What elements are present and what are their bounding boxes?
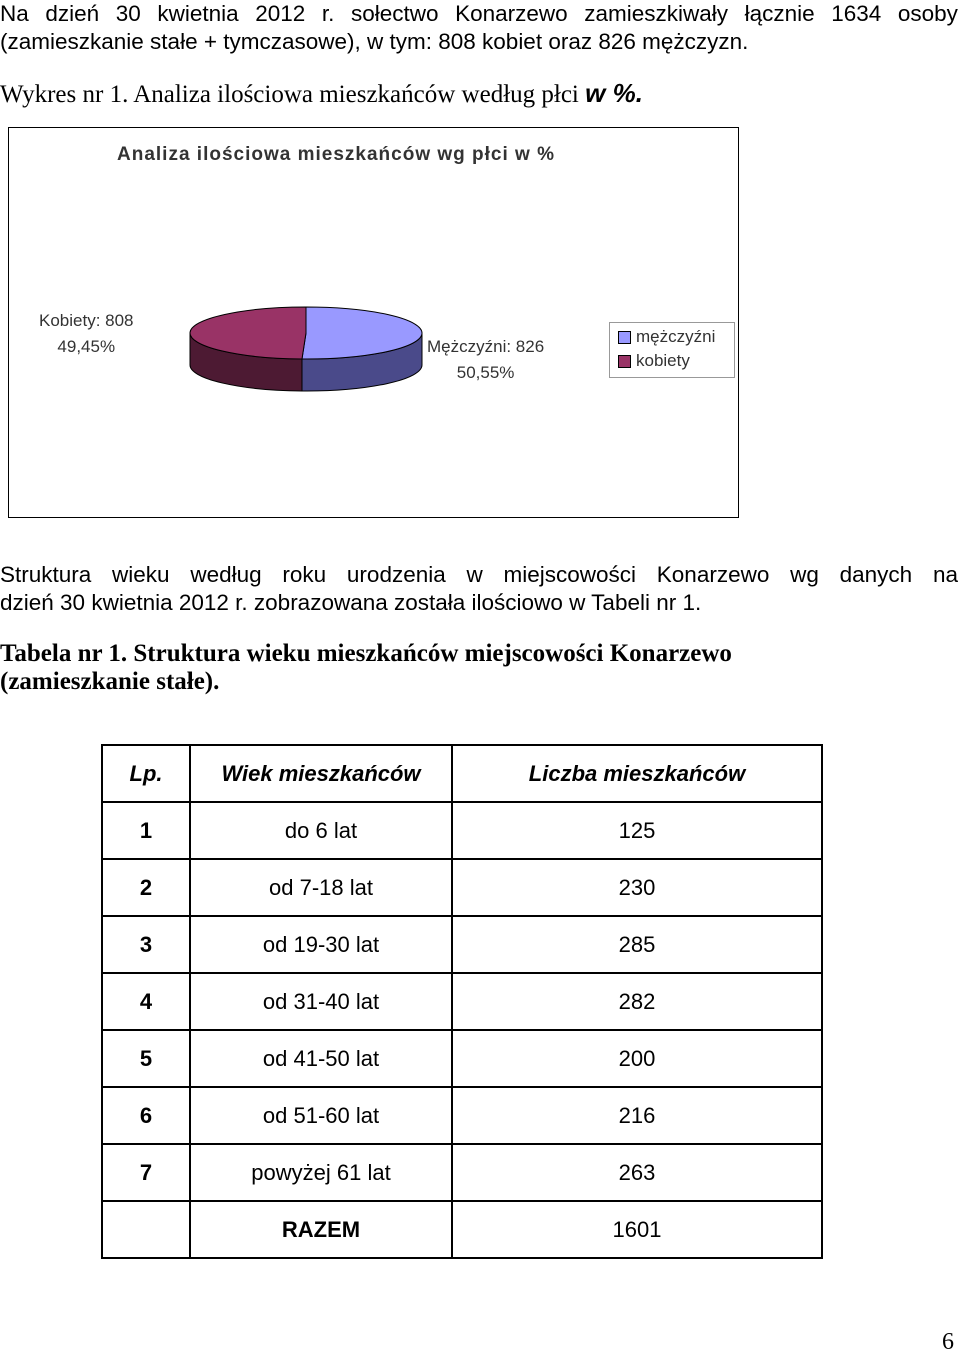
table-row (102, 916, 822, 973)
cell-age: od 51-60 lat (190, 1087, 452, 1144)
pie-chart-frame (8, 127, 739, 518)
chart-legend (609, 322, 735, 378)
cell-count: 216 (452, 1087, 822, 1144)
header-count: Liczba mieszkańców (452, 745, 822, 802)
intro-word: kwietnia (157, 1, 239, 26)
intro-word: osoby (897, 1, 958, 26)
intro-word: łącznie (744, 1, 815, 26)
age-structure-table (101, 744, 823, 1259)
cell-count: 285 (452, 916, 822, 973)
header-lp: Lp. (102, 745, 190, 802)
pie-label-kobiety-name: Kobiety: 808 (39, 311, 134, 330)
cell-count: 282 (452, 973, 822, 1030)
intro-word: 2012 (255, 1, 306, 26)
cell-age: do 6 lat (190, 802, 452, 859)
cell-count: 200 (452, 1030, 822, 1087)
table-row (102, 1087, 822, 1144)
pie-label-kobiety (39, 308, 134, 360)
legend-swatch-kobiety (618, 355, 631, 368)
intro-line-1 (0, 0, 958, 28)
legend-label-kobiety: kobiety (636, 351, 690, 370)
intro-word: zamieszkiwały (584, 1, 728, 26)
intro-word: dzień (45, 1, 100, 26)
structure-word: wg (790, 562, 819, 587)
cell-count: 263 (452, 1144, 822, 1201)
structure-word: Struktura (0, 562, 92, 587)
cell-age: od 7-18 lat (190, 859, 452, 916)
legend-item-kobiety (618, 350, 690, 372)
cell-age: od 19-30 lat (190, 916, 452, 973)
structure-word: danych (839, 562, 913, 587)
legend-swatch-mezczyzni (618, 331, 631, 344)
page-number: 6 (942, 1329, 954, 1355)
cell-total-label: RAZEM (190, 1201, 452, 1258)
table-caption (0, 640, 732, 696)
table-header-row (102, 745, 822, 802)
intro-word: Konarzewo (455, 1, 568, 26)
intro-line-2: (zamieszkanie stałe + tymczasowe), w tym: 808 kobiet oraz 826 mężczyzn. (0, 29, 749, 54)
cell-lp: 4 (102, 973, 190, 1030)
pie-label-kobiety-percent: 49,45% (57, 337, 116, 356)
table-caption-line-2: (zamieszkanie stałe). (0, 668, 220, 695)
cell-empty (102, 1201, 190, 1258)
cell-total-value: 1601 (452, 1201, 822, 1258)
intro-word: sołectwo (350, 1, 439, 26)
cell-lp: 3 (102, 916, 190, 973)
cell-lp: 7 (102, 1144, 190, 1201)
table-total-row (102, 1201, 822, 1258)
structure-word: w (466, 562, 483, 587)
chart-caption-suffix: w %. (585, 78, 643, 108)
cell-count: 125 (452, 802, 822, 859)
structure-word: na (932, 562, 958, 587)
structure-paragraph (0, 561, 958, 617)
intro-word: r. (321, 1, 335, 26)
cell-age: od 31-40 lat (190, 973, 452, 1030)
legend-label-mezczyzni: mężczyźni (636, 327, 716, 346)
cell-lp: 2 (102, 859, 190, 916)
legend-item-mezczyzni (618, 326, 715, 348)
table-row (102, 802, 822, 859)
pie-label-mezczyzni-name: Mężczyźni: 826 (427, 337, 545, 356)
cell-age: od 41-50 lat (190, 1030, 452, 1087)
cell-count: 230 (452, 859, 822, 916)
table-row (102, 973, 822, 1030)
structure-word: roku (282, 562, 327, 587)
structure-word: według (190, 562, 262, 587)
pie-label-mezczyzni (427, 334, 544, 386)
cell-lp: 5 (102, 1030, 190, 1087)
table-row (102, 859, 822, 916)
table-caption-line-1: Tabela nr 1. Struktura wieku mieszkańców miejscowości Konarzewo (0, 640, 732, 667)
intro-paragraph (0, 0, 958, 56)
table-row (102, 1144, 822, 1201)
intro-word: Na (0, 1, 29, 26)
chart-caption (0, 79, 643, 109)
structure-line-2: dzień 30 kwietnia 2012 r. zobrazowana została ilościowo w Tabeli nr 1. (0, 590, 702, 615)
chart-title: Analiza ilościowa mieszkańców wg płci w % (117, 144, 556, 165)
structure-word: miejscowości (503, 562, 637, 587)
structure-word: Konarzewo (656, 562, 770, 587)
structure-word: urodzenia (346, 562, 446, 587)
cell-age: powyżej 61 lat (190, 1144, 452, 1201)
header-age: Wiek mieszkańców (190, 745, 452, 802)
cell-lp: 1 (102, 802, 190, 859)
pie-label-mezczyzni-percent: 50,55% (456, 363, 515, 382)
structure-line-1 (0, 561, 958, 589)
table-row (102, 1030, 822, 1087)
chart-caption-prefix: Wykres nr 1. Analiza ilościowa mieszkańców według płci (0, 81, 579, 108)
structure-word: wieku (112, 562, 170, 587)
cell-lp: 6 (102, 1087, 190, 1144)
intro-word: 30 (115, 1, 141, 26)
intro-word: 1634 (831, 1, 882, 26)
